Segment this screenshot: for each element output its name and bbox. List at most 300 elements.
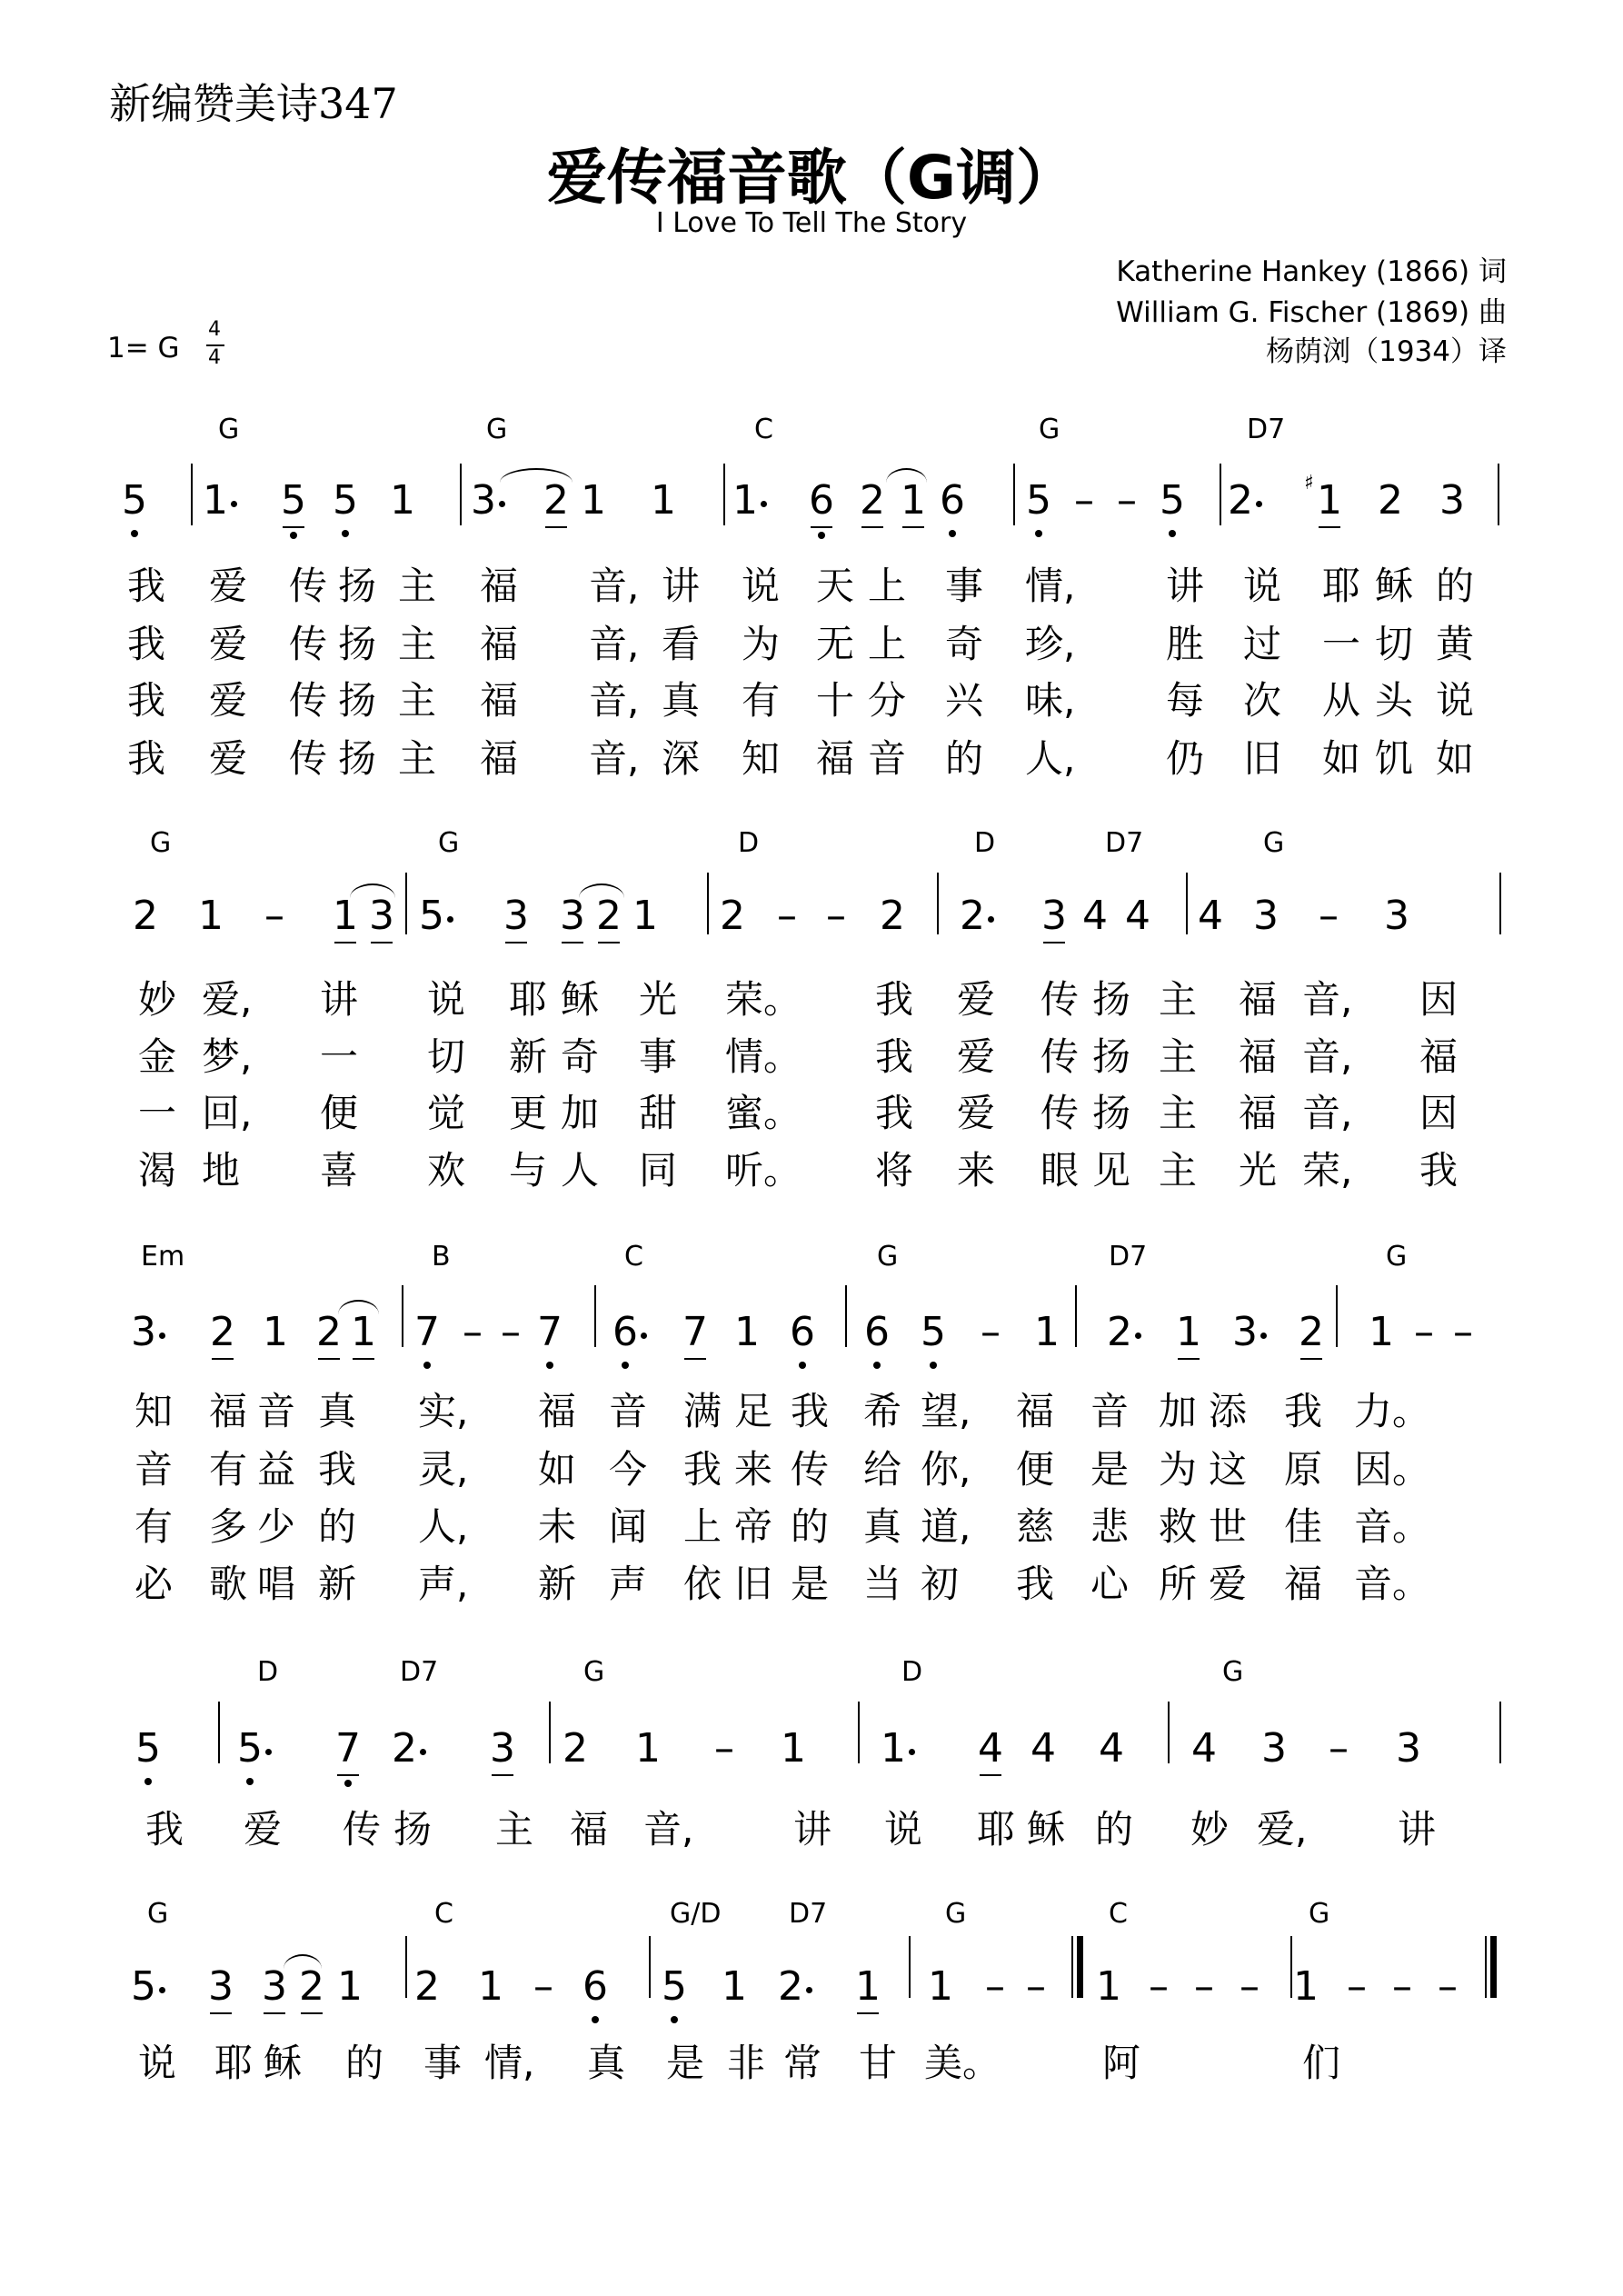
dash-extension: – [1074, 477, 1094, 524]
lyric-verse-4: 初 [921, 1562, 960, 1606]
underline-beam [902, 526, 924, 528]
chord-symbol: G [147, 1898, 169, 1930]
lyric-verse-2: 胜 [1166, 622, 1205, 666]
lyric-verse-4: 声 [609, 1562, 648, 1606]
lyric-verse-1: 我 [145, 1807, 184, 1852]
chord-symbol: G [1039, 414, 1060, 445]
lower-octave-dot [1035, 530, 1042, 537]
slur-tie [579, 883, 624, 898]
lyric-verse-1: 传 [289, 564, 328, 608]
underline-beam [1178, 1358, 1200, 1360]
dash-extension: – [714, 1725, 734, 1772]
chord-symbol: G [438, 827, 460, 859]
lyric-verse-3: 分 [868, 678, 907, 723]
lower-octave-dot [246, 1778, 254, 1785]
lyric-verse-1: 甘 [859, 2041, 898, 2085]
lyric-verse-1: 讲 [662, 564, 701, 608]
augmentation-dot [231, 501, 237, 507]
note: 3 [1396, 1725, 1421, 1772]
barline [460, 464, 462, 525]
chord-symbol: D7 [400, 1656, 439, 1688]
lyric-verse-4: 所 [1159, 1562, 1198, 1606]
note: 1 [198, 893, 224, 939]
lower-octave-dot [1169, 530, 1176, 537]
underline-beam [371, 942, 393, 943]
lyric-verse-2: 扬 [1092, 1034, 1131, 1079]
lyric-verse-1: 荣。 [725, 977, 802, 1022]
barline [649, 1936, 651, 1998]
lyric-verse-1: 讲 [793, 1807, 832, 1852]
lyric-verse-1: 稣 [1027, 1807, 1066, 1852]
lyric-verse-2: 看 [662, 622, 701, 666]
lower-octave-dot [818, 532, 825, 539]
lyric-verse-4: 旧 [734, 1562, 773, 1606]
lyric-verse-1: 的 [1436, 564, 1475, 608]
lyric-verse-1: 说 [427, 977, 466, 1022]
double-barline-thick [1077, 1936, 1083, 1998]
lyric-verse-1: 满 [683, 1389, 722, 1433]
lyric-verse-4: 同 [639, 1148, 678, 1193]
lower-octave-dot [622, 1362, 629, 1369]
barline [1290, 1936, 1292, 1998]
note: 5 [419, 893, 444, 939]
barline [858, 1702, 860, 1763]
note: 5 [662, 1963, 687, 2010]
dash-extension: – [463, 1309, 483, 1355]
lower-octave-dot [799, 1362, 806, 1369]
augmentation-dot [806, 1987, 812, 1993]
note: 3 [560, 893, 585, 939]
lyric-verse-4: 欢 [427, 1148, 466, 1193]
lyric-verse-1: 非 [727, 2041, 766, 2085]
note: 4 [1099, 1725, 1124, 1772]
augmentation-dot [159, 1333, 165, 1339]
underline-beam [283, 526, 304, 528]
lyric-verse-4: 是 [791, 1562, 830, 1606]
lyric-verse-3: 便 [320, 1091, 359, 1135]
lyric-verse-1: 上 [868, 564, 907, 608]
barline [594, 1285, 596, 1347]
lyric-verse-1: 情, [484, 2041, 535, 2085]
barline [1336, 1285, 1338, 1347]
lyric-verse-3: 我 [127, 678, 166, 723]
lyric-verse-2: 为 [742, 622, 781, 666]
lyric-verse-1: 我 [1284, 1389, 1323, 1433]
note: 1 [337, 1963, 363, 2010]
lyric-verse-3: 道, [921, 1504, 971, 1549]
lyric-verse-1: 的 [345, 2041, 384, 2085]
lyric-verse-4: 饥 [1375, 736, 1414, 781]
lyric-verse-2: 福 [480, 622, 519, 666]
underline-beam [334, 942, 356, 943]
lyric-verse-2: 因。 [1354, 1447, 1431, 1492]
lyric-verse-3: 更 [509, 1091, 548, 1135]
note: 1 [734, 1309, 760, 1355]
note: 2 [778, 1963, 803, 2010]
lyric-verse-1: 福 [209, 1389, 248, 1433]
lyric-verse-2: 便 [1016, 1447, 1055, 1492]
song-title: 爱传福音歌（G调） [546, 143, 1077, 213]
note: 2 [1378, 477, 1403, 524]
barline [845, 1285, 847, 1347]
lyric-verse-3: 一 [138, 1091, 177, 1135]
lyric-verse-3: 救 [1159, 1504, 1198, 1549]
lyric-verse-1: 说 [742, 564, 781, 608]
chord-symbol: C [434, 1898, 453, 1930]
lyric-verse-1: 希 [863, 1389, 902, 1433]
lyric-verse-2: 来 [734, 1447, 773, 1492]
lyric-verse-4: 爱 [209, 736, 248, 781]
lyric-verse-2: 今 [609, 1447, 648, 1492]
chord-symbol: G [1222, 1656, 1244, 1688]
lyric-verse-3: 有 [742, 678, 781, 723]
lyric-verse-3: 的 [791, 1504, 830, 1549]
lyric-verse-3: 次 [1243, 678, 1282, 723]
lyric-verse-3: 帝 [734, 1504, 773, 1549]
lyric-verse-2: 音 [134, 1447, 174, 1492]
underline-beam [264, 2012, 285, 2014]
underline-beam [353, 1358, 374, 1360]
lyric-verse-2: 灵, [418, 1447, 469, 1492]
chord-symbol: D [738, 827, 760, 859]
lyric-verse-4: 喜 [320, 1148, 359, 1193]
lyric-verse-1: 传 [343, 1807, 382, 1852]
note: 5 [1160, 477, 1185, 524]
lyric-verse-3: 未 [538, 1504, 577, 1549]
barline [1168, 1702, 1170, 1763]
note: 6 [582, 1963, 608, 2010]
chord-symbol: B [432, 1241, 451, 1273]
note: 3 [1439, 477, 1465, 524]
underline-beam [857, 2012, 879, 2014]
lyric-verse-3: 甜 [639, 1091, 678, 1135]
chord-symbol: G/D [670, 1898, 722, 1930]
note: 5 [1026, 477, 1051, 524]
augmentation-dot [499, 501, 505, 507]
barline [1220, 464, 1221, 525]
lyric-verse-1: 爱 [244, 1807, 283, 1852]
lyric-verse-4: 扬 [338, 736, 377, 781]
lyric-verse-1: 常 [783, 2041, 822, 2085]
dash-extension: – [1453, 1309, 1473, 1355]
note: 1 [722, 1963, 747, 2010]
lyric-verse-4: 人 [561, 1148, 600, 1193]
lower-octave-dot [290, 532, 297, 539]
lyric-verse-2: 我 [318, 1447, 357, 1492]
lyric-verse-1: 音 [609, 1389, 648, 1433]
lyric-verse-1: 爱, [1257, 1807, 1308, 1852]
dash-extension: – [1319, 893, 1339, 939]
chord-symbol: G [877, 1241, 899, 1273]
note: 2 [414, 1963, 440, 2010]
lyric-verse-4: 声, [418, 1562, 469, 1606]
lyric-verse-4: 知 [742, 736, 781, 781]
lyric-verse-1: 知 [134, 1389, 174, 1433]
lyric-verse-3: 多 [209, 1504, 248, 1549]
lyric-verse-4: 我 [1016, 1562, 1055, 1606]
lyric-verse-2: 金 [138, 1034, 177, 1079]
lyric-verse-2: 给 [863, 1447, 902, 1492]
underline-beam [1319, 526, 1340, 528]
slur-tie [500, 468, 573, 483]
lyric-verse-3: 音。 [1354, 1504, 1431, 1549]
lyric-verse-1: 讲 [1398, 1807, 1437, 1852]
note: 4 [1191, 1725, 1217, 1772]
lyric-verse-1: 稣 [561, 977, 600, 1022]
note: 2 [563, 1725, 588, 1772]
dash-extension: – [533, 1963, 553, 2010]
underline-beam [1043, 942, 1065, 943]
note: 5 [135, 1725, 161, 1772]
underline-beam [337, 1774, 359, 1776]
chord-symbol: G [218, 414, 240, 445]
note: 3 [1041, 893, 1067, 939]
lower-octave-dot [144, 1778, 152, 1785]
lyric-verse-2: 你, [921, 1447, 971, 1492]
lyric-verse-4: 我 [127, 736, 166, 781]
dash-extension: – [1329, 1725, 1349, 1772]
note: 2 [299, 1963, 324, 2010]
chord-symbol: Em [141, 1241, 185, 1273]
chord-symbol: D7 [1105, 827, 1144, 859]
lyric-verse-1: 力。 [1354, 1389, 1431, 1433]
note: 2 [720, 893, 745, 939]
lyric-verse-3: 回, [202, 1091, 253, 1135]
lyric-verse-1: 音, [643, 1807, 694, 1852]
note: 6 [612, 1309, 638, 1355]
underline-beam [318, 1358, 340, 1360]
lower-octave-dot [930, 1362, 937, 1369]
lyric-verse-1: 说 [884, 1807, 923, 1852]
lyric-verse-4: 与 [509, 1148, 548, 1193]
lyric-verse-1: 足 [734, 1389, 773, 1433]
lyric-verse-2: 主 [1159, 1034, 1198, 1079]
note: 1 [333, 893, 358, 939]
lyric-verse-2: 这 [1209, 1447, 1248, 1492]
lyric-verse-1: 我 [127, 564, 166, 608]
lyric-verse-3: 的 [318, 1504, 357, 1549]
lyric-verse-2: 有 [209, 1447, 248, 1492]
note: 4 [978, 1725, 1003, 1772]
note: 5 [131, 1963, 156, 2010]
lyric-verse-2: 上 [868, 622, 907, 666]
note: 3 [503, 893, 529, 939]
note: 2 [210, 1309, 235, 1355]
note: 6 [940, 477, 965, 524]
lyric-verse-4: 福 [480, 736, 519, 781]
note: 3 [1232, 1309, 1258, 1355]
dash-extension: – [1414, 1309, 1434, 1355]
note: 1 [1293, 1963, 1319, 2010]
barline [707, 873, 709, 934]
lyric-verse-1: 福 [570, 1807, 609, 1852]
dash-extension: – [1026, 1963, 1046, 2010]
lyric-verse-1: 传 [1041, 977, 1080, 1022]
barline [191, 464, 193, 525]
note: 5 [333, 477, 358, 524]
note: 1 [390, 477, 415, 524]
note: 3 [262, 1963, 287, 2010]
lyric-verse-1: 真 [587, 2041, 626, 2085]
note: 1 [781, 1725, 806, 1772]
lyric-verse-2: 音, [1302, 1034, 1353, 1079]
double-barline-thin [1485, 1936, 1487, 1998]
lyric-verse-3: 头 [1375, 678, 1414, 723]
lyric-verse-4: 新 [538, 1562, 577, 1606]
note: 3 [1253, 893, 1279, 939]
note: 2 [133, 893, 158, 939]
lyric-verse-2: 益 [257, 1447, 296, 1492]
lyric-verse-3: 蜜。 [725, 1091, 802, 1135]
augmentation-dot [909, 1749, 915, 1755]
key-signature: 1= G [107, 332, 180, 364]
note: 2 [1228, 477, 1253, 524]
lyric-verse-3: 佳 [1284, 1504, 1323, 1549]
note: 7 [414, 1309, 440, 1355]
lyric-verse-1: 我 [791, 1389, 830, 1433]
note: 2 [1107, 1309, 1132, 1355]
composer-credit: William G. Fischer (1869) 曲 [1116, 296, 1507, 329]
chord-symbol: D [257, 1656, 279, 1688]
lyric-verse-4: 唱 [257, 1562, 296, 1606]
dash-extension: – [1438, 1963, 1458, 2010]
lyric-verse-1: 福 [1016, 1389, 1055, 1433]
note: 1 [651, 477, 676, 524]
lyric-verse-2: 过 [1243, 622, 1282, 666]
lyric-verse-4: 依 [683, 1562, 722, 1606]
note: 5 [921, 1309, 946, 1355]
dash-extension: – [1194, 1963, 1214, 2010]
dash-extension: – [1392, 1963, 1412, 2010]
lyric-verse-2: 福 [1419, 1034, 1459, 1079]
double-barline-thin [1071, 1936, 1073, 1998]
barline [937, 873, 939, 934]
lyric-verse-1: 稣 [264, 2041, 303, 2085]
note: 7 [682, 1309, 708, 1355]
lyric-verse-1: 妙 [138, 977, 177, 1022]
lyric-verse-3: 传 [1041, 1091, 1080, 1135]
lyric-verse-4: 地 [202, 1148, 241, 1193]
lyric-verse-4: 主 [398, 736, 437, 781]
underline-beam [212, 1358, 234, 1360]
lyric-verse-3: 因 [1419, 1091, 1459, 1135]
lyric-verse-1: 光 [639, 977, 678, 1022]
lyric-verse-2: 为 [1159, 1447, 1198, 1492]
note: 2 [392, 1725, 417, 1772]
double-barline-thick [1490, 1936, 1497, 1998]
lyric-verse-4: 新 [318, 1562, 357, 1606]
lyric-verse-4: 音。 [1354, 1562, 1431, 1606]
lyric-verse-1: 耶 [1322, 564, 1361, 608]
note: 2 [880, 893, 905, 939]
lyric-verse-3: 我 [875, 1091, 914, 1135]
dash-extension: – [826, 893, 846, 939]
note: 1 [351, 1309, 376, 1355]
lyric-verse-1: 音, [589, 564, 640, 608]
lyric-verse-1: 福 [480, 564, 519, 608]
barline [218, 1702, 220, 1763]
chord-symbol: G [150, 827, 172, 859]
augmentation-dot [1260, 1333, 1267, 1339]
note: 1 [635, 1725, 661, 1772]
lyric-verse-2: 奇 [561, 1034, 600, 1079]
note: 1 [1034, 1309, 1060, 1355]
lyric-verse-4: 如 [1322, 736, 1361, 781]
lyric-verse-3: 扬 [338, 678, 377, 723]
lyric-verse-4: 渴 [138, 1148, 177, 1193]
note: 1 [1317, 477, 1342, 524]
lyric-verse-4: 我 [1419, 1148, 1459, 1193]
lyric-verse-4: 见 [1092, 1148, 1131, 1193]
chord-symbol: G [1309, 1898, 1330, 1930]
lyric-verse-4: 将 [875, 1148, 914, 1193]
barline [1498, 464, 1499, 525]
augmentation-dot [761, 501, 767, 507]
chord-symbol: D7 [789, 1898, 828, 1930]
barline [1013, 464, 1015, 525]
lyricist-credit: Katherine Hankey (1866) 词 [1116, 255, 1507, 288]
note: 2 [860, 477, 885, 524]
underline-beam [492, 1774, 513, 1776]
lower-octave-dot [423, 1362, 431, 1369]
underline-beam [861, 526, 883, 528]
lyric-verse-3: 传 [289, 678, 328, 723]
lyric-verse-2: 爱 [957, 1034, 996, 1079]
lyric-verse-1: 音, [1302, 977, 1353, 1022]
time-sig-denominator: 4 [208, 346, 221, 369]
lyric-verse-1: 天 [816, 564, 855, 608]
lyric-verse-1: 爱 [209, 564, 248, 608]
note: 5 [122, 477, 147, 524]
lyric-verse-4: 仍 [1166, 736, 1205, 781]
augmentation-dot [1256, 501, 1262, 507]
lyric-verse-3: 加 [561, 1091, 600, 1135]
hymn-number: 新编赞美诗347 [109, 79, 398, 128]
note: 2 [960, 893, 985, 939]
note: 1 [581, 477, 606, 524]
lyric-verse-4: 音 [868, 736, 907, 781]
lyric-verse-3: 慈 [1016, 1504, 1055, 1549]
augmentation-dot [420, 1749, 426, 1755]
dash-extension: – [981, 1309, 1001, 1355]
barline [1075, 1285, 1077, 1347]
lyric-verse-3: 说 [1436, 678, 1475, 723]
translator-credit: 杨荫浏（1934）译 [1266, 335, 1507, 368]
lyric-verse-1: 音 [1090, 1389, 1130, 1433]
lyric-verse-2: 情。 [725, 1034, 802, 1079]
lyric-verse-4: 主 [1159, 1148, 1198, 1193]
underline-beam [598, 942, 620, 943]
lyric-verse-2: 一 [320, 1034, 359, 1079]
barline [723, 464, 725, 525]
note: 1 [901, 477, 926, 524]
lyric-verse-2: 原 [1284, 1447, 1323, 1492]
lyric-verse-4: 人, [1025, 736, 1076, 781]
lyric-verse-1: 耶 [509, 977, 548, 1022]
lyric-verse-1: 妙 [1190, 1807, 1230, 1852]
lyric-verse-4: 听。 [725, 1148, 802, 1193]
note: 1 [732, 477, 758, 524]
note: 3 [208, 1963, 234, 2010]
underline-beam [505, 942, 527, 943]
sharp-sign: ♯ [1304, 472, 1314, 494]
lyric-verse-3: 人, [418, 1504, 469, 1549]
lyric-verse-1: 福 [1239, 977, 1278, 1022]
lyric-verse-4: 光 [1239, 1148, 1278, 1193]
lower-octave-dot [131, 530, 138, 537]
lyric-verse-2: 如 [538, 1447, 577, 1492]
chord-symbol: G [945, 1898, 967, 1930]
